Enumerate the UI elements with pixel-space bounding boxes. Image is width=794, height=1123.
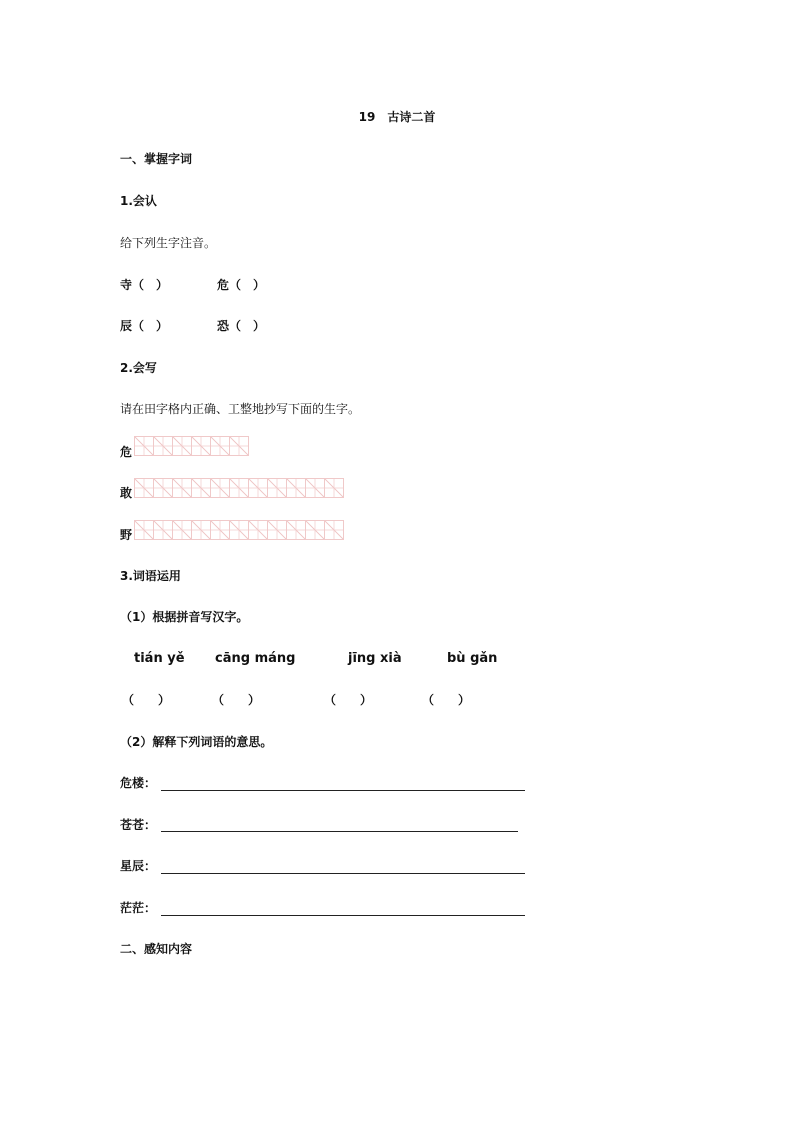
pinyin-item: cāng máng [215, 651, 296, 666]
word-label: 星辰： [120, 859, 157, 873]
answer-line[interactable] [161, 790, 525, 791]
answer-blank[interactable]: （ ） [122, 693, 171, 707]
answer-line[interactable] [161, 873, 525, 874]
recognize-item: 寺（ ） [120, 278, 169, 292]
answer-blank[interactable]: （ ） [422, 693, 471, 707]
tianzige-grid[interactable] [134, 520, 344, 539]
tianzige-grid[interactable] [134, 436, 249, 455]
instruction-copy: 请在田字格内正确、工整地抄写下面的生字。 [120, 402, 361, 416]
pinyin-item: bù gǎn [447, 651, 498, 666]
pinyin-item: tián yě [134, 651, 185, 666]
part-heading-recognize: 1.会认 [120, 194, 157, 208]
answer-blank[interactable]: （ ） [212, 693, 261, 707]
answer-blank[interactable]: （ ） [324, 693, 373, 707]
recognize-item: 恐（ ） [217, 319, 266, 333]
pinyin-item: jīng xià [348, 651, 402, 666]
part-heading-write: 2.会写 [120, 361, 157, 375]
tianzige-grid[interactable] [134, 478, 344, 497]
sub-instruction-explain: （2）解释下列词语的意思。 [120, 735, 273, 749]
answer-line[interactable] [161, 915, 525, 916]
page-title: 19 古诗二首 [358, 110, 436, 124]
section-heading-2: 二、感知内容 [120, 942, 193, 956]
write-char-label: 危 [120, 445, 133, 459]
write-char-label: 野 [120, 528, 133, 542]
section-heading-1: 一、掌握字词 [120, 152, 193, 166]
part-heading-usage: 3.词语运用 [120, 569, 181, 583]
recognize-item: 危（ ） [217, 278, 266, 292]
word-label: 苍苍： [120, 818, 157, 832]
answer-line[interactable] [161, 831, 518, 832]
instruction-annotate: 给下列生字注音。 [120, 236, 217, 250]
sub-instruction-pinyin: （1）根据拼音写汉字。 [120, 610, 249, 624]
write-char-label: 敢 [120, 486, 133, 500]
word-label: 茫茫： [120, 901, 157, 915]
word-label: 危楼： [120, 776, 157, 790]
recognize-item: 辰（ ） [120, 319, 169, 333]
